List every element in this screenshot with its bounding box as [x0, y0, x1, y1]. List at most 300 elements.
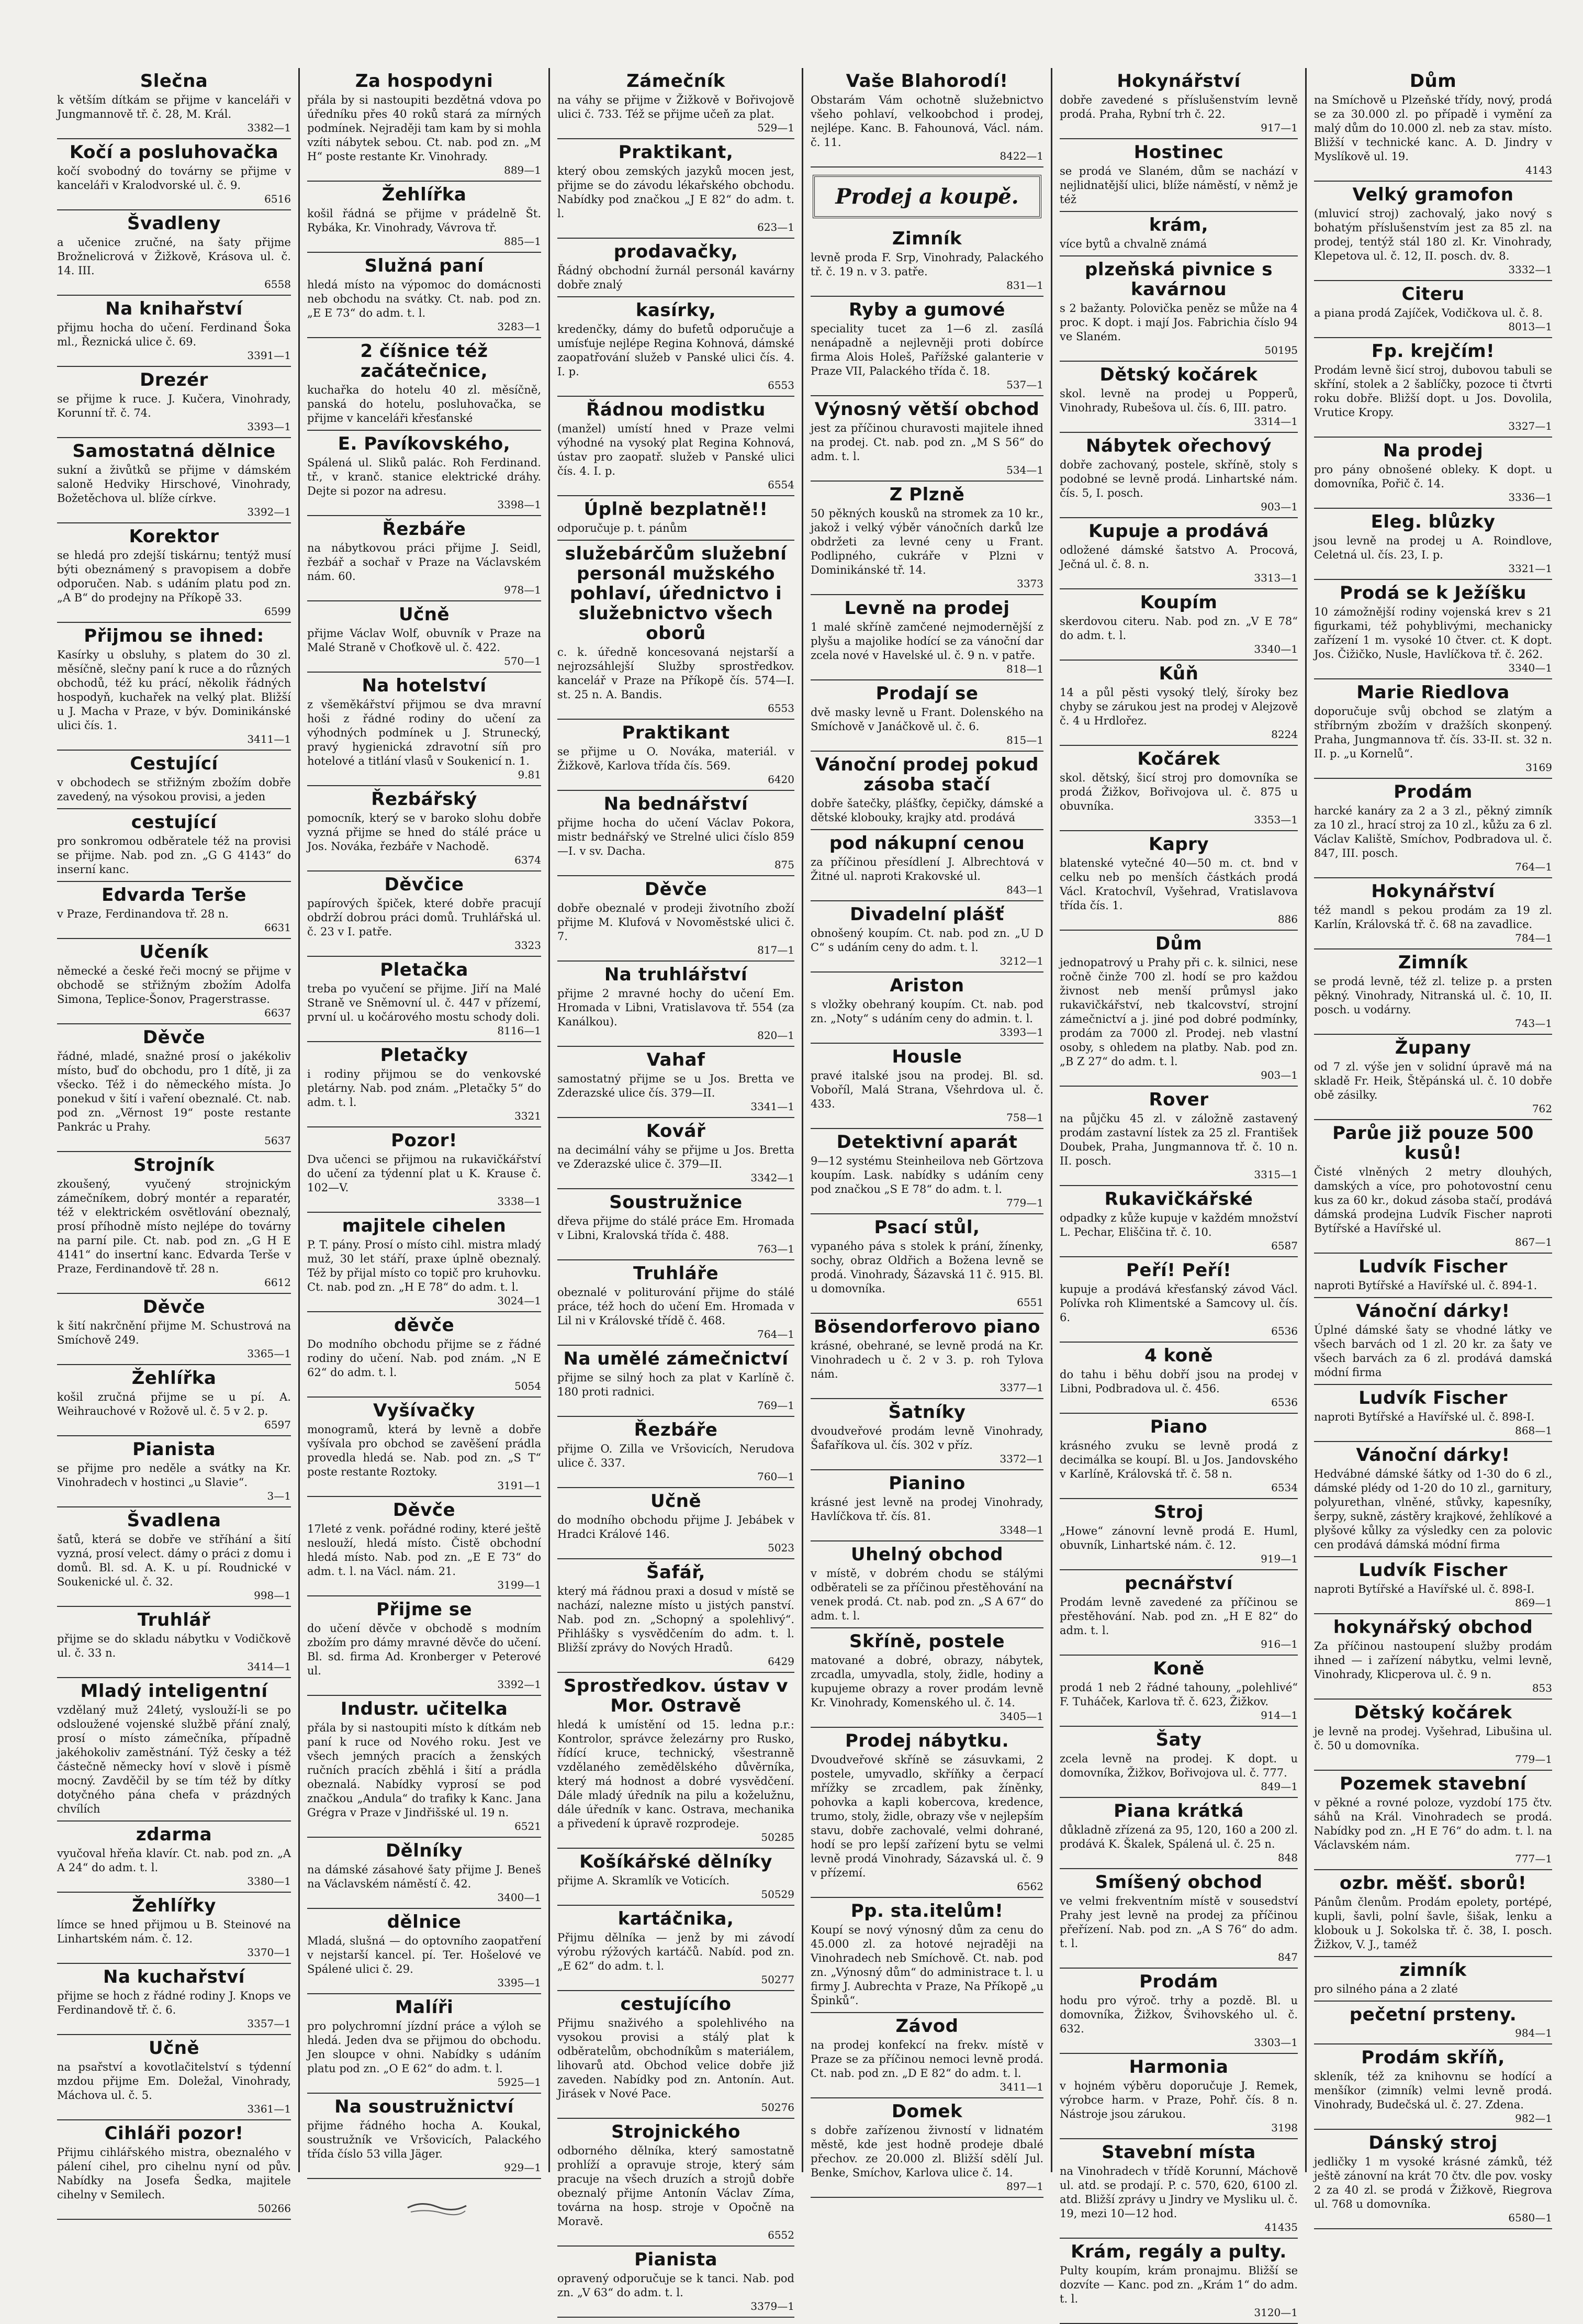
ad-body: přijme 2 mravné hochy do učení Em. Hromada v Libni, Vratislavova tř. 554 (za Kanálkou).	[557, 987, 794, 1028]
ad-heading: Pianino	[889, 1473, 965, 1494]
ad-body: sukní a živůtků se přijme v dámském saloně Hedviky Hirschové, Vinohrady, Božetěchova ul. blíže církve.	[57, 464, 291, 505]
ad-heading: děvče	[394, 1315, 455, 1336]
ad-reference: 6521	[514, 1820, 541, 1833]
ad-heading: Dělníky	[385, 1840, 463, 1861]
classified-ad	[1060, 518, 1298, 589]
ad-heading: Prodám	[1139, 1971, 1218, 1992]
ad-heading: Citeru	[1401, 284, 1465, 305]
ad-reference: 998—1	[254, 1589, 291, 1602]
ad-heading: kasírky,	[635, 300, 716, 321]
ad-reference: 760—1	[757, 1470, 794, 1483]
ad-body: s 2 bažanty. Polovička peněz se může na 4 proc. K dopt. i mají Jos. Fabrichia číslo 94 ve Slaném.	[1060, 302, 1298, 343]
ad-reference: 3303—1	[1254, 2036, 1298, 2049]
ad-reference: 8422—1	[1000, 150, 1043, 162]
ad-body: krásné, obehrané, se levně prodá na Kr. Vinohradech u č. 2 v 3. p. roh Tylova nám.	[811, 1339, 1043, 1380]
ad-body: jednopatrový u Prahy při c. k. silnici, nese ročně činže 700 zl. hodí se pro každou živnost neb menší průmysl jako rukavičkářství, neb tkalcovství, strojní zámečnictví a j. jiné pod dobré podmínky, prodám za 7000 zl. Prodej. neb vlastní osoby, s ohledem na platby. Nab. pod zn. „B Z 27“ do adm. t. l.	[1060, 956, 1298, 1068]
classified-ad	[307, 431, 541, 516]
ad-body: 14 a půl pěsti vysoký tlelý, šíroky bez chyby se zárukou jest na prodej v Alejzově č. 4 u Hrdlořez.	[1060, 686, 1298, 727]
ad-heading: Strojnického	[611, 2121, 740, 2142]
classified-ad	[557, 1849, 794, 1906]
ad-body: na dámské zásahové šaty přijme J. Beneš na Václavském náměstí č. 42.	[307, 1863, 541, 1890]
classified-ad	[1314, 1120, 1552, 1254]
ad-body: přijme řádného hocha A. Koukal, soustružník ve Vršovicích, Palackého třída číslo 53 villa Jäger.	[307, 2119, 541, 2160]
ad-reference: 886	[1277, 913, 1298, 925]
ad-reference: 6558	[264, 278, 291, 290]
ad-heading: Ludvík Fischer	[1359, 1560, 1508, 1581]
ad-body: límce se hned přijmou u B. Steinové na Linhartském nám. č. 12.	[57, 1918, 291, 1945]
ad-heading: Děvče	[644, 879, 708, 900]
ad-body: pro pány obnošené obleky. K dopt. u domovníka, Pořič č. 14.	[1314, 463, 1552, 490]
ad-heading: zimník	[1399, 1960, 1467, 1981]
ad-body: Kasírky u obsluhy, s platem do 30 zl. měsíčně, slečny paní k ruce a do různých obchodů, též ku prácí, několik řádných hospodyň, kuchařek na velký plat. Bližší u J. Macha v Praze, v býv. Dominikánské ulici čís. 1.	[57, 649, 291, 732]
ad-heading: Na knihařství	[105, 298, 243, 319]
ad-heading: Detektivní aparát	[836, 1132, 1018, 1153]
ad-body: zcela levně na prodej. K dopt. u domovníka, Žižkov, Bořivojova ul. č. 777.	[1060, 1752, 1298, 1779]
ad-heading: zdarma	[136, 1824, 212, 1845]
ad-heading: Sprostředkov. ústav v Mor. Ostravě	[563, 1675, 789, 1716]
classified-ad	[557, 962, 794, 1047]
ad-reference: 6637	[264, 1007, 291, 1019]
ad-body: pro polychromní jízdní práce a výloh se hledá. Jeden dva se přijmou do obchodu. Jen sloupce v ohni. Nabídky s udáním platu pod zn. „O E 62“ do adm. t. l.	[307, 2020, 541, 2075]
ad-heading: Švadleny	[127, 213, 221, 234]
ad-body: přijme hocha do učení Václav Pokora, mistr bednářský ve Strelné ulici číslo 859—I. v sv. Dacha.	[557, 817, 794, 857]
ad-heading: Kapry	[1148, 834, 1209, 855]
ad-body: více bytů a chvalně známá	[1060, 238, 1207, 250]
ad-body: se přijme pro neděle a svátky na Kr. Vinohradech v hostinci „u Slavie“.	[57, 1462, 291, 1489]
ad-body: přijme A. Skramlík ve Voticích.	[557, 1874, 730, 1887]
ad-reference: 843—1	[1006, 884, 1043, 896]
ad-body: Řádný obchodní žurnál personál kavárny dobře znalý	[557, 264, 794, 291]
ad-heading: Slečna	[140, 71, 208, 92]
classified-ad	[1314, 580, 1552, 679]
ad-heading: Zimník	[892, 228, 962, 249]
ad-heading: Domek	[891, 2101, 963, 2122]
ad-body: doporučuje svůj obchod se zlatým a stříbrným zbožím v dražších skonpený. Praha, Jungmannova tř. čís. 33-II. st. 32 n. II. p. „u Kornelů“.	[1314, 705, 1552, 760]
ad-heading: Prodá se k Ježíšku	[1340, 583, 1526, 604]
ad-heading: Kočárek	[1137, 748, 1220, 769]
ad-reference: 3283—1	[497, 320, 541, 333]
ad-reference: 869—1	[1515, 1596, 1552, 1609]
ad-reference: 743—1	[1515, 1017, 1552, 1030]
ad-body: Spálená ul. Sliků palác. Roh Ferdinand. tř., v kranč. stanice elektrické dráhy. Dejte si pozor na adresu.	[307, 456, 541, 497]
ad-body: (manžel) umístí hned v Praze velmi výhodné na vysoký plat Regina Kohnová, ústav pro zaopatř. služeb v Panské ulici čís. 4. I. p.	[557, 422, 794, 477]
ad-body: harcké kanáry za 2 a 3 zl., pěkný zimník za 10 zl., hrací stroj za 10 zl., kůžu za 6 zl. Václav Kaliště, Smíchov, Podbradova ul. č. 847, III. posch.	[1314, 805, 1552, 859]
ad-heading: Na hotelství	[362, 675, 487, 696]
ad-heading: Soustružnice	[609, 1192, 743, 1213]
ad-reference: 50195	[1264, 344, 1298, 356]
classified-ad	[811, 680, 1043, 752]
ad-reference: 769—1	[757, 1399, 794, 1412]
ad-reference: 50277	[761, 1973, 794, 1986]
column-1	[50, 68, 300, 2215]
classified-ad	[811, 297, 1043, 396]
ad-body: naproti Bytířské a Havířské ul. č. 894-1.	[1314, 1279, 1537, 1292]
ad-reference: 6420	[768, 773, 794, 786]
ad-heading: Levně na prodej	[844, 598, 1010, 619]
ad-body: Koupí se nový výnosný dům za cenu do 45.000 zl. za hotové nejraději na Vinohradech neb Smíchově. Ct. nab. pod zn. „Výnosný dům“ do administrace t. l. u firmy J. Aubrechta v Praze, Na Příkopě „u Špinků“.	[811, 1924, 1043, 2007]
classified-ad	[1314, 1442, 1552, 1557]
classified-ad	[811, 2013, 1043, 2098]
classified-ad	[57, 1964, 291, 2035]
ad-reference: 849—1	[1261, 1780, 1298, 1793]
ad-body: kupuje a prodává křesťanský závod Václ. Polívka roh Klimentské a Samcovy ul. čís. 6.	[1060, 1283, 1298, 1324]
ad-heading: kartáčnika,	[618, 1908, 734, 1929]
classified-ad	[557, 1346, 794, 1417]
classified-ad	[307, 253, 541, 338]
ad-body: monogramů, která by levně a dobře vyšívala pro obchod se zavěšení prádla provedla hledá se. Nab. pod zn. „S T“ poste restante Roztoky.	[307, 1423, 541, 1478]
ad-reference: 6551	[1017, 1296, 1043, 1309]
ad-body: řádné, mladé, snažné prosí o jakékoliv místo, buď do obchodu, pro 1 dítě, ji za všecko. Též i do německého místa. Jo ponekud v šití i vaření obeznalé. Ct. nab. pod zn. „Věrnost 19“ poste restante Pankrác u Prahy.	[57, 1050, 291, 1133]
ad-reference: 6429	[768, 1655, 794, 1668]
classified-ad	[57, 1294, 291, 1365]
classified-ad	[811, 595, 1043, 680]
ad-body: Přijmu dělníka — jenž by mi závodí výrobu rýžových kartáčů. Nabíd. pod zn. „E 62“ do adm. t. l.	[557, 1931, 794, 1972]
ad-body: se přijme k ruce. J. Kučera, Vinohrady, Korunní tř. č. 74.	[57, 393, 291, 419]
ad-body: od 7 zl. výše jen v solidní úpravě má na skladě Fr. Heik, Štěpánská ul. č. 10 dobře obě zásilky.	[1314, 1060, 1552, 1101]
ad-heading: Kovář	[646, 1121, 706, 1142]
classified-ad	[57, 1607, 291, 1678]
ad-reference: 9.81	[518, 768, 541, 781]
ad-heading: Pianista	[634, 2249, 717, 2270]
classified-ad	[811, 830, 1043, 901]
ad-reference: 762	[1532, 1102, 1552, 1115]
ad-heading: Vánoční dárky!	[1356, 1445, 1510, 1466]
ad-heading: Vyšívačky	[373, 1400, 475, 1421]
ad-body: ve velmi frekventním místě v sousedství Prahy jest levně na prodej za příčinou přeřízení. Nab. pod zn. „A S 76“ do adm. t. l.	[1060, 1895, 1298, 1950]
ad-body: v hojném výběru doporučuje J. Remek, výrobce harm. v Praze, Pohř. čís. 8 n. Nástroje jsou zárukou.	[1060, 2080, 1298, 2120]
ad-heading: Kupuje a prodává	[1088, 521, 1269, 542]
ad-heading: Pletačka	[380, 959, 468, 980]
column-6	[1307, 68, 1559, 2224]
ad-body: Mladá, slušná — do optovního zaopatření v nejstarší kancel. pí. Ter. Hošelové ve Spálené ulici č. 29.	[307, 1935, 541, 1975]
ad-body: z všeměkářství přijmou se dva mravní hoši z řádné rodiny do učení za výhodných podmínek u J. Strunecký, pravý hygienická zdravotní síň pro hotelové a titlání vlasů v Soukenicí n. 1.	[307, 698, 541, 767]
ad-body: dvě masky levně u Frant. Dolenského na Smíchově v Janáčkově ul. č. 6.	[811, 706, 1043, 733]
classified-ad	[557, 2119, 794, 2247]
classified-ad	[811, 1628, 1043, 1728]
ad-heading: Dům	[1409, 71, 1457, 92]
ad-body: v obchodech se střižným zbožím dobře zavedený, na výsokou provisi, a jeden	[57, 776, 291, 803]
ad-heading: Závod	[895, 2016, 959, 2037]
classified-ad	[1060, 139, 1298, 212]
ad-reference: 3411—1	[1000, 2081, 1043, 2093]
ad-reference: 3341—1	[750, 1100, 794, 1113]
ad-heading: Řezbáře	[634, 1420, 718, 1440]
classified-ad	[57, 2120, 291, 2220]
ad-reference: 6374	[514, 854, 541, 866]
ad-reference: 3405—1	[1000, 1710, 1043, 1723]
ad-reference: 4143	[1525, 164, 1552, 176]
classified-ad	[1314, 68, 1552, 182]
classified-ad	[1060, 661, 1298, 746]
ad-heading: majitele cihelen	[342, 1215, 507, 1236]
ad-reference: 868—1	[1515, 1424, 1552, 1437]
ad-reference: 6580—1	[1508, 2211, 1552, 2224]
ad-body: do učení děvče v obchodě s modním zbožím pro dámy mravné děvče do učení. Bl. sd. firma Ad. Kronberger v Peterové ul.	[307, 1622, 541, 1677]
classified-ad	[57, 367, 291, 438]
ad-reference: 3191—1	[497, 1479, 541, 1492]
column-2	[300, 68, 550, 2172]
ad-body: dobře zavedené s příslušenstvím levně prodá. Praha, Rybní trh č. 22.	[1060, 94, 1298, 120]
classified-ad	[1314, 1385, 1552, 1442]
classified-ad	[557, 1260, 794, 1346]
classified-ad	[1060, 1499, 1298, 1570]
ad-heading: Pp. sta.itelům!	[850, 1901, 1004, 1921]
ad-body: 50 pěkných kousků na stromek za 10 kr., jakož i velký výběr vánočních darků lze obdržeti za levné ceny u Frant. Podlipného, cukráře v Plzni v Dominikánské tř. 14.	[811, 507, 1043, 576]
ad-reference: 3348—1	[1000, 1524, 1043, 1536]
ad-heading: Dětský kočárek	[1099, 364, 1258, 385]
ad-heading: Zámečník	[626, 71, 725, 92]
classified-ad	[811, 226, 1043, 297]
ad-reference: 3199—1	[497, 1579, 541, 1591]
ad-reference: 889—1	[504, 164, 541, 176]
ad-body: dobře obeznalé v prodeji životního zboží přijme M. Klufová v Novoměstské ulici č. 7.	[557, 902, 794, 943]
ad-body: 1 malé skříně zamčené nejmodernější z plyšu a majolike hodící se za vánoční dar zcela nové v Havelské ul. č. 9 n. v patře.	[811, 621, 1043, 662]
classified-ad	[1314, 1957, 1552, 2002]
ad-body: který obou zemských jazyků mocen jest, přijme se do závodu lékařského obchodu. Nabídky pod značkou „J E 82“ do adm. t. l.	[557, 165, 794, 220]
classified-ad	[307, 786, 541, 872]
ad-heading: Úplně bezplatně!!	[583, 499, 768, 520]
classified-ad	[307, 957, 541, 1042]
ad-reference: 6553	[768, 702, 794, 714]
ad-reference: 916—1	[1261, 1638, 1298, 1650]
ad-body: v pěkné a rovné poloze, vyzdobí 175 čtv. sáhů na Král. Vinohradech se prodá. Nabídky pod zn. „H E 76“ do adm. t. l. na Václavském nám.	[1314, 1796, 1552, 1851]
ad-heading: Učeník	[139, 942, 209, 963]
ad-reference: 3321—1	[1508, 562, 1552, 575]
classified-ad	[57, 1152, 291, 1294]
ad-body: krásného zvuku se levně prodá z decimálka se koupí. Bl. u Jos. Jandovského v Karlíně, Královská tř. č. 58 n.	[1060, 1439, 1298, 1480]
ad-reference: 903—1	[1261, 1069, 1298, 1081]
ad-heading: Na bednářství	[603, 794, 748, 814]
classified-ad	[1060, 433, 1298, 518]
classified-ad	[811, 1044, 1043, 1129]
ad-heading: Přijmou se ihned:	[84, 625, 264, 646]
ad-body: Úplné dámské šaty se vhodné látky ve všech barvách od 1 zl. 20 kr. za šaty ve všech barvách za 6 zl. prodává damská módní firma	[1314, 1324, 1552, 1379]
classified-ad	[1314, 281, 1552, 338]
ad-heading: Dětský kočárek	[1354, 1702, 1512, 1723]
ad-body: zkoušený, vyučený strojnickým zámečníkem, dobrý montér a reparatér, též v elektrickém osvětlování obeznalý, prosí příhodně místo nejlépe do továrny na parní pile. Ct. nab. pod zn. „G H E 4141“ do insertní kanc. Edvarda Terše v Praze, Ferdinandově tř. 28 n.	[57, 1178, 291, 1275]
classified-ad	[1314, 949, 1552, 1035]
ad-heading: Mladý inteligentní	[80, 1681, 268, 1702]
classified-ad	[307, 601, 541, 673]
ad-heading: Velký gramofon	[1352, 184, 1514, 205]
ad-reference: 3365—1	[247, 1347, 291, 1360]
ad-reference: 3395—1	[497, 1976, 541, 1989]
ad-body: v místě, v dobrém chodu se stálými odběrateli se za příčinou přestěhování na venek prodá. Ct. nab. pod zn. „S A 67“ do adm. t. l.	[811, 1567, 1043, 1622]
ad-heading: 2 číšnice též začátečnice,	[360, 341, 488, 382]
ad-reference: 8116—1	[497, 1024, 541, 1037]
ad-body: Přijmu cihlářského mistra, obeznalého v pálení cihel, pro cihelnu nyní od pův. Nabídky na Josefa Šedka, majitele cihelny v Semilech.	[57, 2146, 291, 2201]
ad-heading: pecnářství	[1125, 1573, 1233, 1594]
ad-heading: Šafář,	[646, 1562, 705, 1583]
ad-heading: Učně	[650, 1491, 702, 1512]
ad-reference: 3313—1	[1254, 572, 1298, 584]
ad-heading: Samostatná dělnice	[72, 441, 276, 462]
ad-heading: Švadlena	[127, 1510, 221, 1531]
ad-heading: Industr. učitelka	[340, 1699, 508, 1719]
ad-body: skerdovou citeru. Nab. pod zn. „V E 78“ do adm. t. l.	[1060, 615, 1298, 642]
ad-heading: Řezbářský	[371, 789, 477, 810]
classified-ad	[557, 541, 794, 720]
classified-ad	[1060, 362, 1298, 433]
ad-reference: 529—1	[757, 121, 794, 134]
ad-body: opravený odporučuje se k tanci. Nab. pod zn. „V 63“ do adm. t. l.	[557, 2272, 794, 2299]
ad-reference: 50529	[761, 1888, 794, 1901]
classified-ad	[307, 1909, 541, 1994]
classified-ad	[1314, 438, 1552, 509]
ad-reference: 914—1	[1261, 1709, 1298, 1722]
ad-heading: Cestující	[130, 753, 218, 774]
classified-ad	[307, 338, 541, 431]
ad-body: do tahu i běhu dobří jsou na prodej v Libni, Podbradova ul. č. 456.	[1060, 1368, 1298, 1395]
ad-heading: Ludvík Fischer	[1359, 1388, 1508, 1409]
ad-reference: 6516	[264, 193, 291, 205]
ad-body: skol. levně na prodej u Popperů, Vinohrady, Rubešova ul. čís. 6, III. patro.	[1060, 387, 1298, 414]
ad-reference: 3169	[1525, 761, 1552, 774]
ad-reference: 817—1	[757, 944, 794, 956]
ad-heading: Přijme se	[376, 1599, 473, 1620]
classified-ad	[57, 751, 291, 809]
ad-body: speciality tucet za 1—6 zl. zasílá nenápadně a nejlevněji proti dobírce firma Alois Holeš, Pařížské galanterie v Praze VII, Palackého třída č. 18.	[811, 322, 1043, 377]
classified-ad	[57, 1822, 291, 1893]
classified-ad	[1060, 746, 1298, 831]
ad-body: přijme se do skladu nábytku v Vodičkově ul. č. 33 n.	[57, 1633, 291, 1659]
ad-heading: Peří! Peří!	[1126, 1260, 1232, 1281]
ad-reference: 6536	[1271, 1325, 1298, 1337]
ad-reference: 5023	[768, 1541, 794, 1554]
ad-reference: 758—1	[1006, 1111, 1043, 1124]
ad-heading: Kočí a posluhovačka	[69, 142, 279, 163]
ad-reference: 779—1	[1006, 1197, 1043, 1209]
ad-heading: pod nákupní cenou	[829, 833, 1025, 854]
classified-ad	[1314, 2130, 1552, 2229]
ad-heading: Žehlířka	[381, 184, 467, 205]
classified-ad	[307, 68, 541, 182]
ad-reference: 8224	[1271, 728, 1298, 741]
classified-ad	[1060, 1186, 1298, 1257]
ad-reference: 3361—1	[247, 2103, 291, 2115]
ad-heading: ozbr. měšť. sborů!	[1339, 1873, 1527, 1894]
classified-ad	[811, 752, 1043, 830]
ad-body: též mandl s pekou prodám za 19 zl. Karlín, Královská tř. č. 68 na zavadlice.	[1314, 904, 1552, 931]
classified-ad	[557, 876, 794, 962]
ad-heading: Rover	[1149, 1089, 1209, 1110]
classified-ad	[557, 791, 794, 876]
ad-reference: 984—1	[1515, 2027, 1552, 2039]
ad-heading: Hostinec	[1133, 142, 1224, 163]
classified-ad	[57, 1365, 291, 1436]
classified-ad	[1060, 1869, 1298, 1969]
classified-ad	[1060, 931, 1298, 1087]
ad-heading: Krám, regály a pulty.	[1071, 2241, 1287, 2262]
ad-heading: dělnice	[387, 1912, 462, 1932]
ad-heading: Řádnou modistku	[586, 399, 766, 420]
ad-heading: Parůe již pouze 500 kusů!	[1332, 1123, 1534, 1164]
classified-ad	[811, 396, 1043, 482]
ad-heading: Vánoční prodej pokud zásoba stačí	[815, 754, 1039, 795]
classified-ad	[57, 2035, 291, 2120]
classified-ad	[1314, 878, 1552, 949]
ad-body: na nábytkovou práci přijme J. Seidl, řezbář a sochař v Praze na Václavském nám. 60.	[307, 542, 541, 583]
classified-ad	[57, 1507, 291, 1607]
ad-reference: 3024—1	[497, 1294, 541, 1307]
classified-ad	[1314, 182, 1552, 281]
ad-heading: Psací stůl,	[874, 1217, 980, 1238]
ad-reference: 50266	[257, 2202, 291, 2215]
classified-ad	[57, 296, 291, 367]
ad-heading: Smíšený obchod	[1095, 1872, 1263, 1893]
ad-body: 17leté z venk. pořádné rodiny, které ještě neslouží, hledá místo. Čistě obchodní hledá místo. Nab. pod zn. „E E 73“ do adm. t. l. na Václ. nám. 21.	[307, 1523, 541, 1578]
ad-reference: 8013—1	[1508, 320, 1552, 333]
ad-body: odborného dělníka, který samostatně prohlíží a opravuje stroje, který sám pracuje na všech druzích a strojů dobře obeznalý přijme Antonín Václav Zíma, továrna na hosp. stroje v Opočně na Moravě.	[557, 2144, 794, 2228]
classified-ads-page	[50, 68, 1559, 2319]
ad-reference: 3353—1	[1254, 813, 1298, 826]
ad-reference: 3393—1	[247, 420, 291, 433]
ad-heading: Na prodej	[1383, 440, 1484, 461]
classified-ad	[811, 1898, 1043, 2013]
ad-body: Za příčinou nastoupení služby prodám ihned — i zařízení nábytku, velmi levně, Vinohrady, Klicperova ul. č. 9 n.	[1314, 1640, 1552, 1681]
classified-ad	[811, 1129, 1043, 1214]
ad-body: je levně na prodej. Vyšehrad, Libušina ul. č. 50 u domovníka.	[1314, 1725, 1552, 1752]
classified-ad	[57, 523, 291, 623]
classified-ad	[557, 2247, 794, 2318]
classified-ad	[1060, 1969, 1298, 2054]
ad-reference: 3321	[514, 1110, 541, 1122]
ad-heading: Piano	[1150, 1416, 1208, 1437]
ad-body: na psařství a kovotlačitelství s týdenní mzdou přijme Em. Doležal, Vinohrady, Máchova ul. č. 5.	[57, 2061, 291, 2102]
ad-body: přijme Václav Wolf, obuvník v Praze na Malé Straně v Choťkově ul. č. 422.	[307, 627, 541, 654]
ad-reference: 3120—1	[1254, 2306, 1298, 2319]
ad-heading: Malíři	[395, 1997, 454, 2018]
ad-body: naproti Bytířské a Havířské ul. č. 898-I.	[1314, 1583, 1535, 1595]
ad-reference: 3398—1	[497, 498, 541, 511]
ad-reference: 6631	[264, 921, 291, 934]
classified-ad	[811, 1314, 1043, 1399]
classified-ad	[307, 872, 541, 957]
ad-reference: 3340—1	[1508, 662, 1552, 674]
classified-ad	[1314, 679, 1552, 779]
classified-ad	[1060, 2054, 1298, 2139]
ad-body: pro sonkromou odběratele též na provisi se přijme. Nab. pod zn. „G G 4143“ do inserní kanc.	[57, 835, 291, 876]
ad-reference: 763—1	[757, 1243, 794, 1255]
classified-ad	[1314, 1298, 1552, 1385]
ad-reference: 3336—1	[1508, 491, 1552, 504]
ad-heading: Eleg. blůzky	[1371, 511, 1496, 532]
ad-reference: 5925—1	[497, 2076, 541, 2088]
classified-ad	[1060, 589, 1298, 661]
ad-body: Dva učenci se přijmou na rukavičkářství do učení za týdenní plat u K. Krause č. 102—V.	[307, 1153, 541, 1194]
ad-reference: 3400—1	[497, 1891, 541, 1904]
ad-body: přijme se silný hoch za plat v Karlíně č. 180 proti radnici.	[557, 1371, 794, 1398]
ad-reference: 818—1	[1006, 663, 1043, 675]
ad-reference: 875	[774, 858, 794, 871]
ad-reference: 848	[1277, 1851, 1298, 1864]
ad-reference: 764—1	[757, 1328, 794, 1340]
classified-ad	[307, 182, 541, 253]
ad-body: 9—12 systému Steinheilova neb Görtzova koupím. Lask. nabídky s udáním ceny pod značkou „S E 78“ do adm. t. l.	[811, 1155, 1043, 1195]
ad-heading: Na kuchařství	[103, 1967, 245, 1987]
classified-ad	[557, 1673, 794, 1849]
classified-ad	[1314, 1870, 1552, 1957]
ad-body: treba po vyučení se přijme. Jiří na Malé Straně ve Sněmovní ul. č. 447 v přízemí, první ul. u kočárového mostu schody doli.	[307, 982, 541, 1023]
ad-body: do modního obchodu přijme J. Jebábek v Hradci Králové 146.	[557, 1514, 794, 1540]
ad-reference: 6553	[768, 379, 794, 392]
ad-heading: Župany	[1395, 1037, 1472, 1058]
ad-body: dobře šatečky, plášťky, čepičky, dámské a dětské klobouky, krajky atd. prodává	[811, 797, 1043, 824]
ad-heading: Rukavičkářské	[1104, 1189, 1253, 1210]
ad-reference: 3411—1	[247, 733, 291, 745]
ad-heading: Koupím	[1140, 592, 1218, 613]
ad-reference: 6554	[768, 478, 794, 491]
